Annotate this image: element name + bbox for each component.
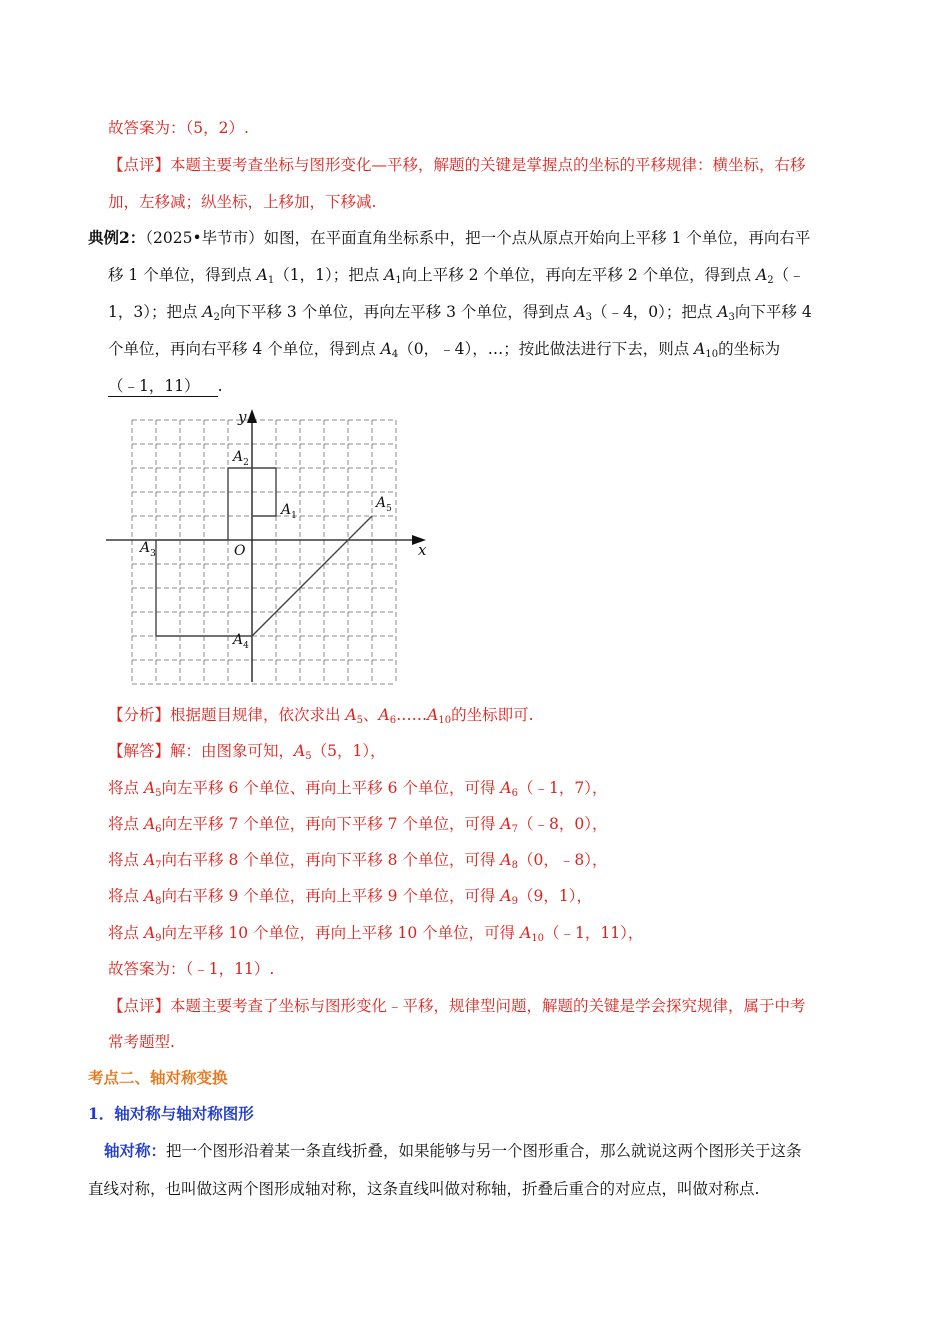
- example2-line1: 典例2：（2025•毕节市）如图，在平面直角坐标系中，把一个点从原点开始向上平移 1 个单位，再向右平: [88, 228, 811, 247]
- label-A1: $A_1$: [281, 502, 297, 521]
- label-A3: $A_3$: [140, 540, 156, 559]
- definition-line1: 轴对称：把一个图形沿着某一条直线折叠，如果能够与另一个图形重合，那么就说这两个图形关于这条: [104, 1141, 802, 1160]
- example-label: 典例2：: [88, 228, 146, 247]
- label-A2: $A_2$: [233, 449, 249, 468]
- comment2-line1: 【点评】本题主要考查了坐标与图形变化﹣平移，规律型问题，解题的关键是学会探究规律，属于中考: [108, 997, 806, 1015]
- example2-line2: 移 1 个单位，得到点 $A_1(1$，1）；把点 $A_1$向上平移 2 个单位，再向左平移 2 个单位，得到点 $A_2(﹣$: [108, 266, 805, 286]
- comment2-line2: 常考题型.: [108, 1033, 175, 1051]
- solution-line3: 将点 $A_6$向左平移 7 个单位，再向下平移 7 个单位，可得 $A_7(﹣8$，0），: [108, 815, 608, 835]
- example2-line3: 1，3）；把点 $A_2$向下平移 3 个单位，再向左平移 3 个单位，得到点 $A_3(﹣4$，0）；把点 $A_3$向下平移 4: [108, 303, 812, 323]
- solution-line5: 将点 $A_8$向右平移 9 个单位，再向上平移 9 个单位，可得 $A_9(9$，1），: [108, 887, 592, 907]
- dashed-grid: [132, 420, 396, 684]
- coordinate-figure: [100, 404, 440, 686]
- origin-label: O: [234, 543, 246, 559]
- solution-line1: 【解答】解：由图象可知，$A_5(5$，1），: [108, 742, 386, 762]
- solution-line4: 将点 $A_7$向右平移 8 个单位，再向下平移 8 个单位，可得 $A_8(0$，﹣8），: [108, 851, 608, 871]
- y-axis-arrow: [247, 409, 257, 423]
- label-A5: $A_5$: [376, 495, 392, 514]
- top-answer: 故答案为：（5，2）.: [108, 119, 249, 137]
- y-axis-label: y: [238, 408, 247, 426]
- analysis-line: 【分析】根据题目规律，依次求出 $A_5$、$A_6\dots\dots A_{10}$的坐标即可.: [108, 706, 534, 726]
- comment-tag: 【点评】: [108, 156, 171, 174]
- label-A4: $A_4$: [233, 632, 249, 651]
- x-axis-label: x: [418, 541, 427, 559]
- solution-line6: 将点 $A_9$向左平移 10 个单位，再向上平移 10 个单位，可得 $A_{10}(﹣1$，11），: [108, 924, 644, 944]
- definition-line2: 直线对称，也叫做这两个图形成轴对称，这条直线叫做对称轴，折叠后重合的对应点，叫做对称点.: [88, 1180, 760, 1198]
- example2-line4: 个单位，再向右平移 4 个单位，得到点 $A_4(0$，﹣4），…；按此做法进行下去，则点 $A_{10}$的坐标为: [108, 340, 781, 360]
- translation-path: [156, 468, 372, 636]
- comment1-line2: 加，左移减；纵坐标，上移加，下移减.: [108, 193, 377, 211]
- example2-answer-line: （﹣1，11） .: [108, 377, 223, 395]
- solution-line2: 将点 $A_5$向左平移 6 个单位、再向上平移 6 个单位，可得 $A_6(﹣1$，7），: [108, 779, 608, 799]
- comment1-line1: 【点评】本题主要考查坐标与图形变化—平移，解题的关键是掌握点的坐标的平移规律：横坐标，右移: [108, 156, 806, 174]
- section-title: 考点二、轴对称变换: [88, 1068, 228, 1087]
- subsection-title: 1．轴对称与轴对称图形: [88, 1104, 254, 1123]
- definition-term: 轴对称：: [104, 1141, 167, 1160]
- fill-in-answer: （﹣1，11）: [108, 376, 218, 397]
- solution-final: 故答案为：（﹣1，11）.: [108, 960, 275, 978]
